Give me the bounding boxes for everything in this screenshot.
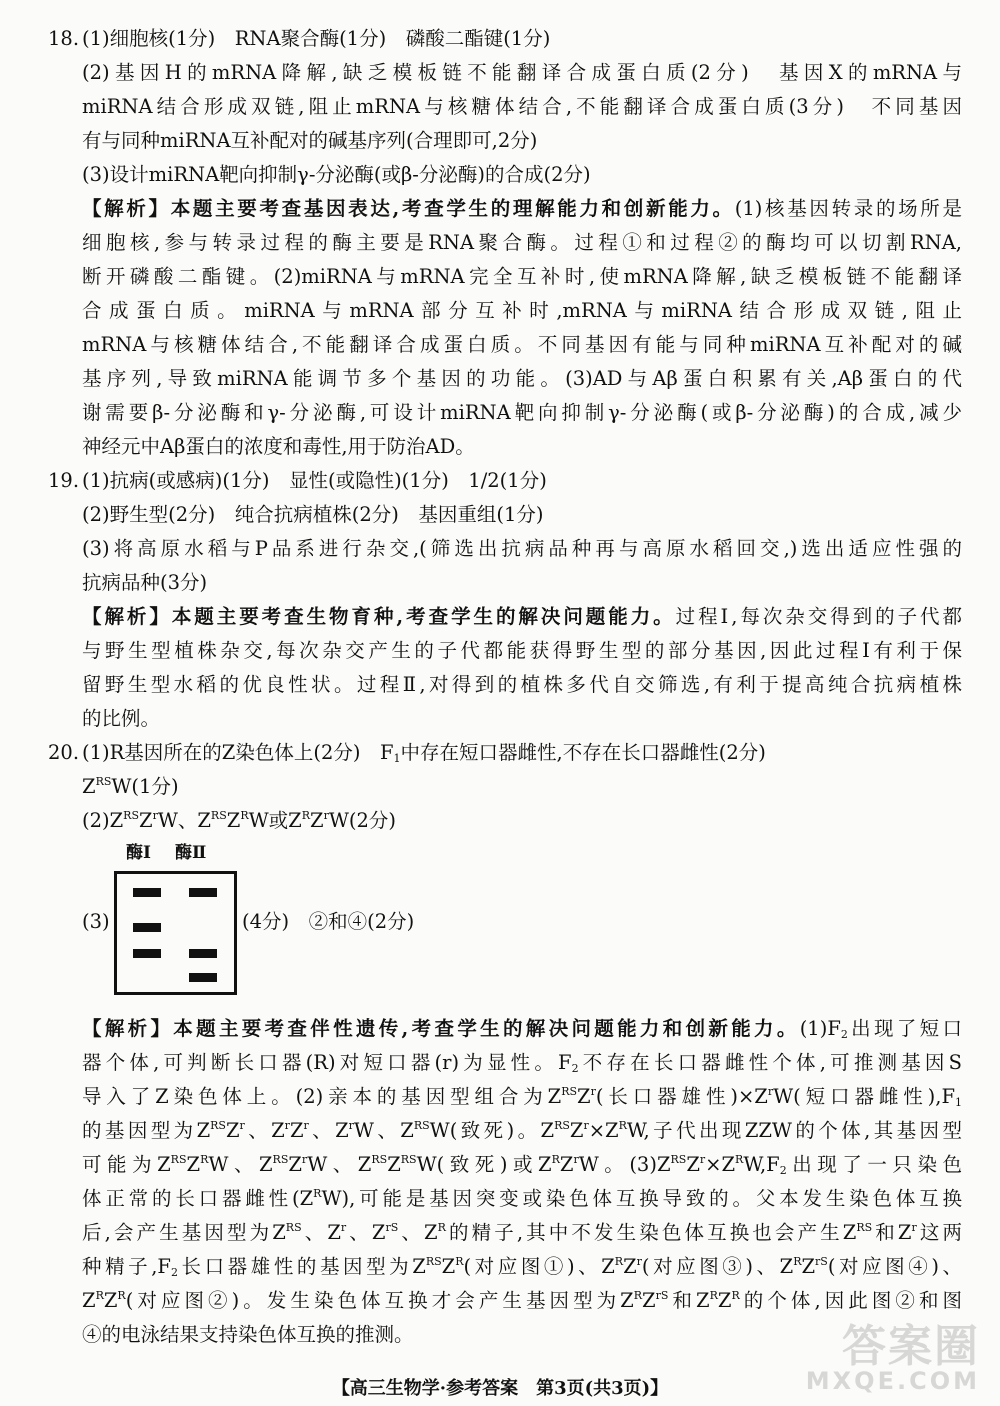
- q20-analysis-line: 种精子$,F_2$长口器雄性的基因型为$Z^{RS}Z^R$(对应图①)、$Z^RZ^r$(对应图③)、$Z^RZ^{rS}$(对应图④)、: [82, 1255, 962, 1279]
- analysis-heading: 【解析】本题主要考查伴性遗传,考查学生的解决问题能力和创新能力。: [82, 1017, 800, 1040]
- q19-line: (2)野生型(2分) 纯合抗病植株(2分) 基因重组(1分): [82, 503, 544, 526]
- q19-analysis-line: 的比例。: [82, 707, 161, 730]
- q20-analysis-line: 后,会产生基因型为$Z^{RS}$、$Z^r$、$Z^{rS}$、$Z^R$的精子,其中不发生染色体互换也会产生$Z^{RS}$和$Z^r$这两: [82, 1221, 962, 1244]
- watermark-logo-text: 答案圈: [842, 1321, 980, 1372]
- q20-line: (1)R基因所在的Z染色体上(2分) $F_1$中存在短口器雌性,不存在长口器雌性(2分): [82, 741, 766, 765]
- q20-analysis-line: 导入了Z染色体上。(2)亲本的基因型组合为$Z^{RS}Z^r$(长口器雄性)$\times Z^rW$(短口器雌性)$,F_1$: [82, 1085, 962, 1109]
- q18-analysis-line: 合成蛋白质。miRNA与mRNA部分互补时,mRNA与miRNA结合形成双链,阻止: [82, 299, 962, 322]
- page-footer: 【高三生物学·参考答案 第3页(共3页)】: [331, 1378, 669, 1399]
- q20-analysis-line: 体正常的长口器雌性$(Z^RW)$,可能是基因突变或染色体互换导致的。父本发生染色体互换: [82, 1187, 962, 1210]
- gel-band: [133, 949, 161, 958]
- q20-analysis-line: 可能为$Z^{RS}Z^RW$、$Z^{RS}Z^rW$、$Z^{RS}Z^{RS}W$(致死)或$Z^RZ^rW$。$(3)Z^{RS}Z^r\times Z^RW,F_2$出现了一只染色: [82, 1153, 962, 1177]
- q20-analysis-line: 器个体,可判断长口器(R)对短口器(r)为显性。$F_2$不存在长口器雌性个体,可推测基因S: [82, 1051, 962, 1075]
- q18-analysis-line: 基序列,导致miRNA能调节多个基因的功能。(3)AD与Aβ蛋白积累有关,Aβ蛋白的代: [82, 367, 962, 390]
- q20-analysis-line: ④的电泳结果支持染色体互换的推测。: [82, 1323, 414, 1346]
- enzyme-2-label: 酶Ⅱ: [174, 843, 207, 863]
- gel-answer-text: (4分) ②和④(2分): [242, 910, 415, 933]
- q20-number: 20.: [48, 741, 80, 764]
- gel-question-number: (3): [82, 910, 110, 933]
- q18-line: 有与同种miRNA互补配对的碱基序列(合理即可,2分): [82, 129, 538, 152]
- gel-band: [189, 973, 217, 982]
- q20-analysis-line: 【解析】本题主要考查伴性遗传,考查学生的解决问题能力和创新能力。$(1)F_2$出现了短口: [82, 1017, 962, 1041]
- gel-lane-labels: [126, 836, 230, 870]
- q20-analysis-line: $Z^RZ^R$(对应图②)。发生染色体互换才会产生基因型为$Z^RZ^{rS}$和$Z^RZ^R$的个体,因此图②和图: [82, 1289, 962, 1312]
- q19-line: (3)将高原水稻与P品系进行杂交,(筛选出抗病品种再与高原水稻回交,)选出适应性强的: [82, 537, 962, 560]
- q18-analysis-line: 细胞核,参与转录过程的酶主要是RNA聚合酶。过程①和过程②的酶均可以切割RNA,: [82, 231, 962, 254]
- q18-analysis-line: 神经元中Aβ蛋白的浓度和毒性,用于防治AD。: [82, 435, 475, 458]
- analysis-heading: 【解析】本题主要考查基因表达,考查学生的理解能力和创新能力。: [82, 197, 735, 220]
- q18-analysis-line: [82, 192, 962, 226]
- q18-line: miRNA结合形成双链,阻止mRNA与核糖体结合,不能翻译合成蛋白质(3分) 不同基因: [82, 95, 962, 118]
- analysis-text: 过程Ⅰ,每次杂交得到的子代都: [675, 605, 962, 628]
- q18-block: [82, 22, 962, 192]
- q20-analysis: [82, 1012, 962, 1352]
- q20-block: [82, 736, 962, 838]
- q18-analysis-line: mRNA与核糖体结合,不能翻译合成蛋白质。不同基因有能与同种miRNA互补配对的碱: [82, 333, 962, 356]
- analysis-text: (1)核基因转录的场所是: [734, 197, 962, 220]
- q18-analysis: [82, 192, 962, 464]
- gel-band: [133, 888, 161, 897]
- q18-line: (2)基因H的mRNA降解,缺乏模板链不能翻译合成蛋白质(2分) 基因X的mRNA与: [82, 61, 962, 84]
- q20-analysis-line: 的基因型为$Z^{RS}Z^r$、$Z^rZ^r$、$Z^rW$、$Z^{RS}W$(致死)。$Z^{RS}Z^r\times Z^RW$,子代出现ZZW的个体,其基因型: [82, 1119, 962, 1142]
- q18-number: 18.: [48, 27, 80, 50]
- q18-analysis-line: 谢需要β-分泌酶和γ-分泌酶,可设计miRNA靶向抑制γ-分泌酶(或β-分泌酶)的合成,减少: [82, 401, 962, 424]
- q19-line: 抗病品种(3分): [82, 571, 208, 594]
- q19-number: 19.: [48, 469, 80, 492]
- q20-line: $(2)Z^{RS}Z^rW$、$Z^{RS}Z^RW$或$Z^RZ^rW(2$分): [82, 809, 396, 832]
- gel-electrophoresis-diagram: [114, 871, 237, 995]
- q18-line: (3)设计miRNA靶向抑制γ-分泌酶(或β-分泌酶)的合成(2分): [82, 163, 591, 186]
- q19-analysis-line: 留野生型水稻的优良性状。过程Ⅱ,对得到的植株多代自交筛选,有利于提高纯合抗病植株: [82, 673, 962, 696]
- q20-line: $Z^{RS}W(1$分): [82, 775, 179, 798]
- watermark: [805, 1321, 980, 1398]
- gel-band: [189, 888, 217, 897]
- q19-block: [82, 464, 962, 736]
- q18-analysis-line: 断开磷酸二酯键。(2)miRNA与mRNA完全互补时,使mRNA降解,缺乏模板链不能翻译: [82, 265, 962, 288]
- gel-band: [189, 949, 217, 958]
- q19-analysis-line: 与野生型植株杂交,每次杂交产生的子代都能获得野生型的部分基因,因此过程Ⅰ有利于保: [82, 639, 962, 662]
- watermark-url: MXQE.COM: [805, 1367, 980, 1395]
- q18-line: (1)细胞核(1分) RNA聚合酶(1分) 磷酸二酯键(1分): [82, 27, 551, 50]
- enzyme-1-label: 酶Ⅰ: [126, 843, 151, 863]
- q19-line: (1)抗病(或感病)(1分) 显性(或隐性)(1分) 1/2(1分): [82, 469, 547, 492]
- analysis-heading: 【解析】本题主要考查生物育种,考查学生的解决问题能力。: [82, 605, 676, 628]
- gel-band: [133, 923, 161, 932]
- q19-analysis-line: [82, 600, 962, 634]
